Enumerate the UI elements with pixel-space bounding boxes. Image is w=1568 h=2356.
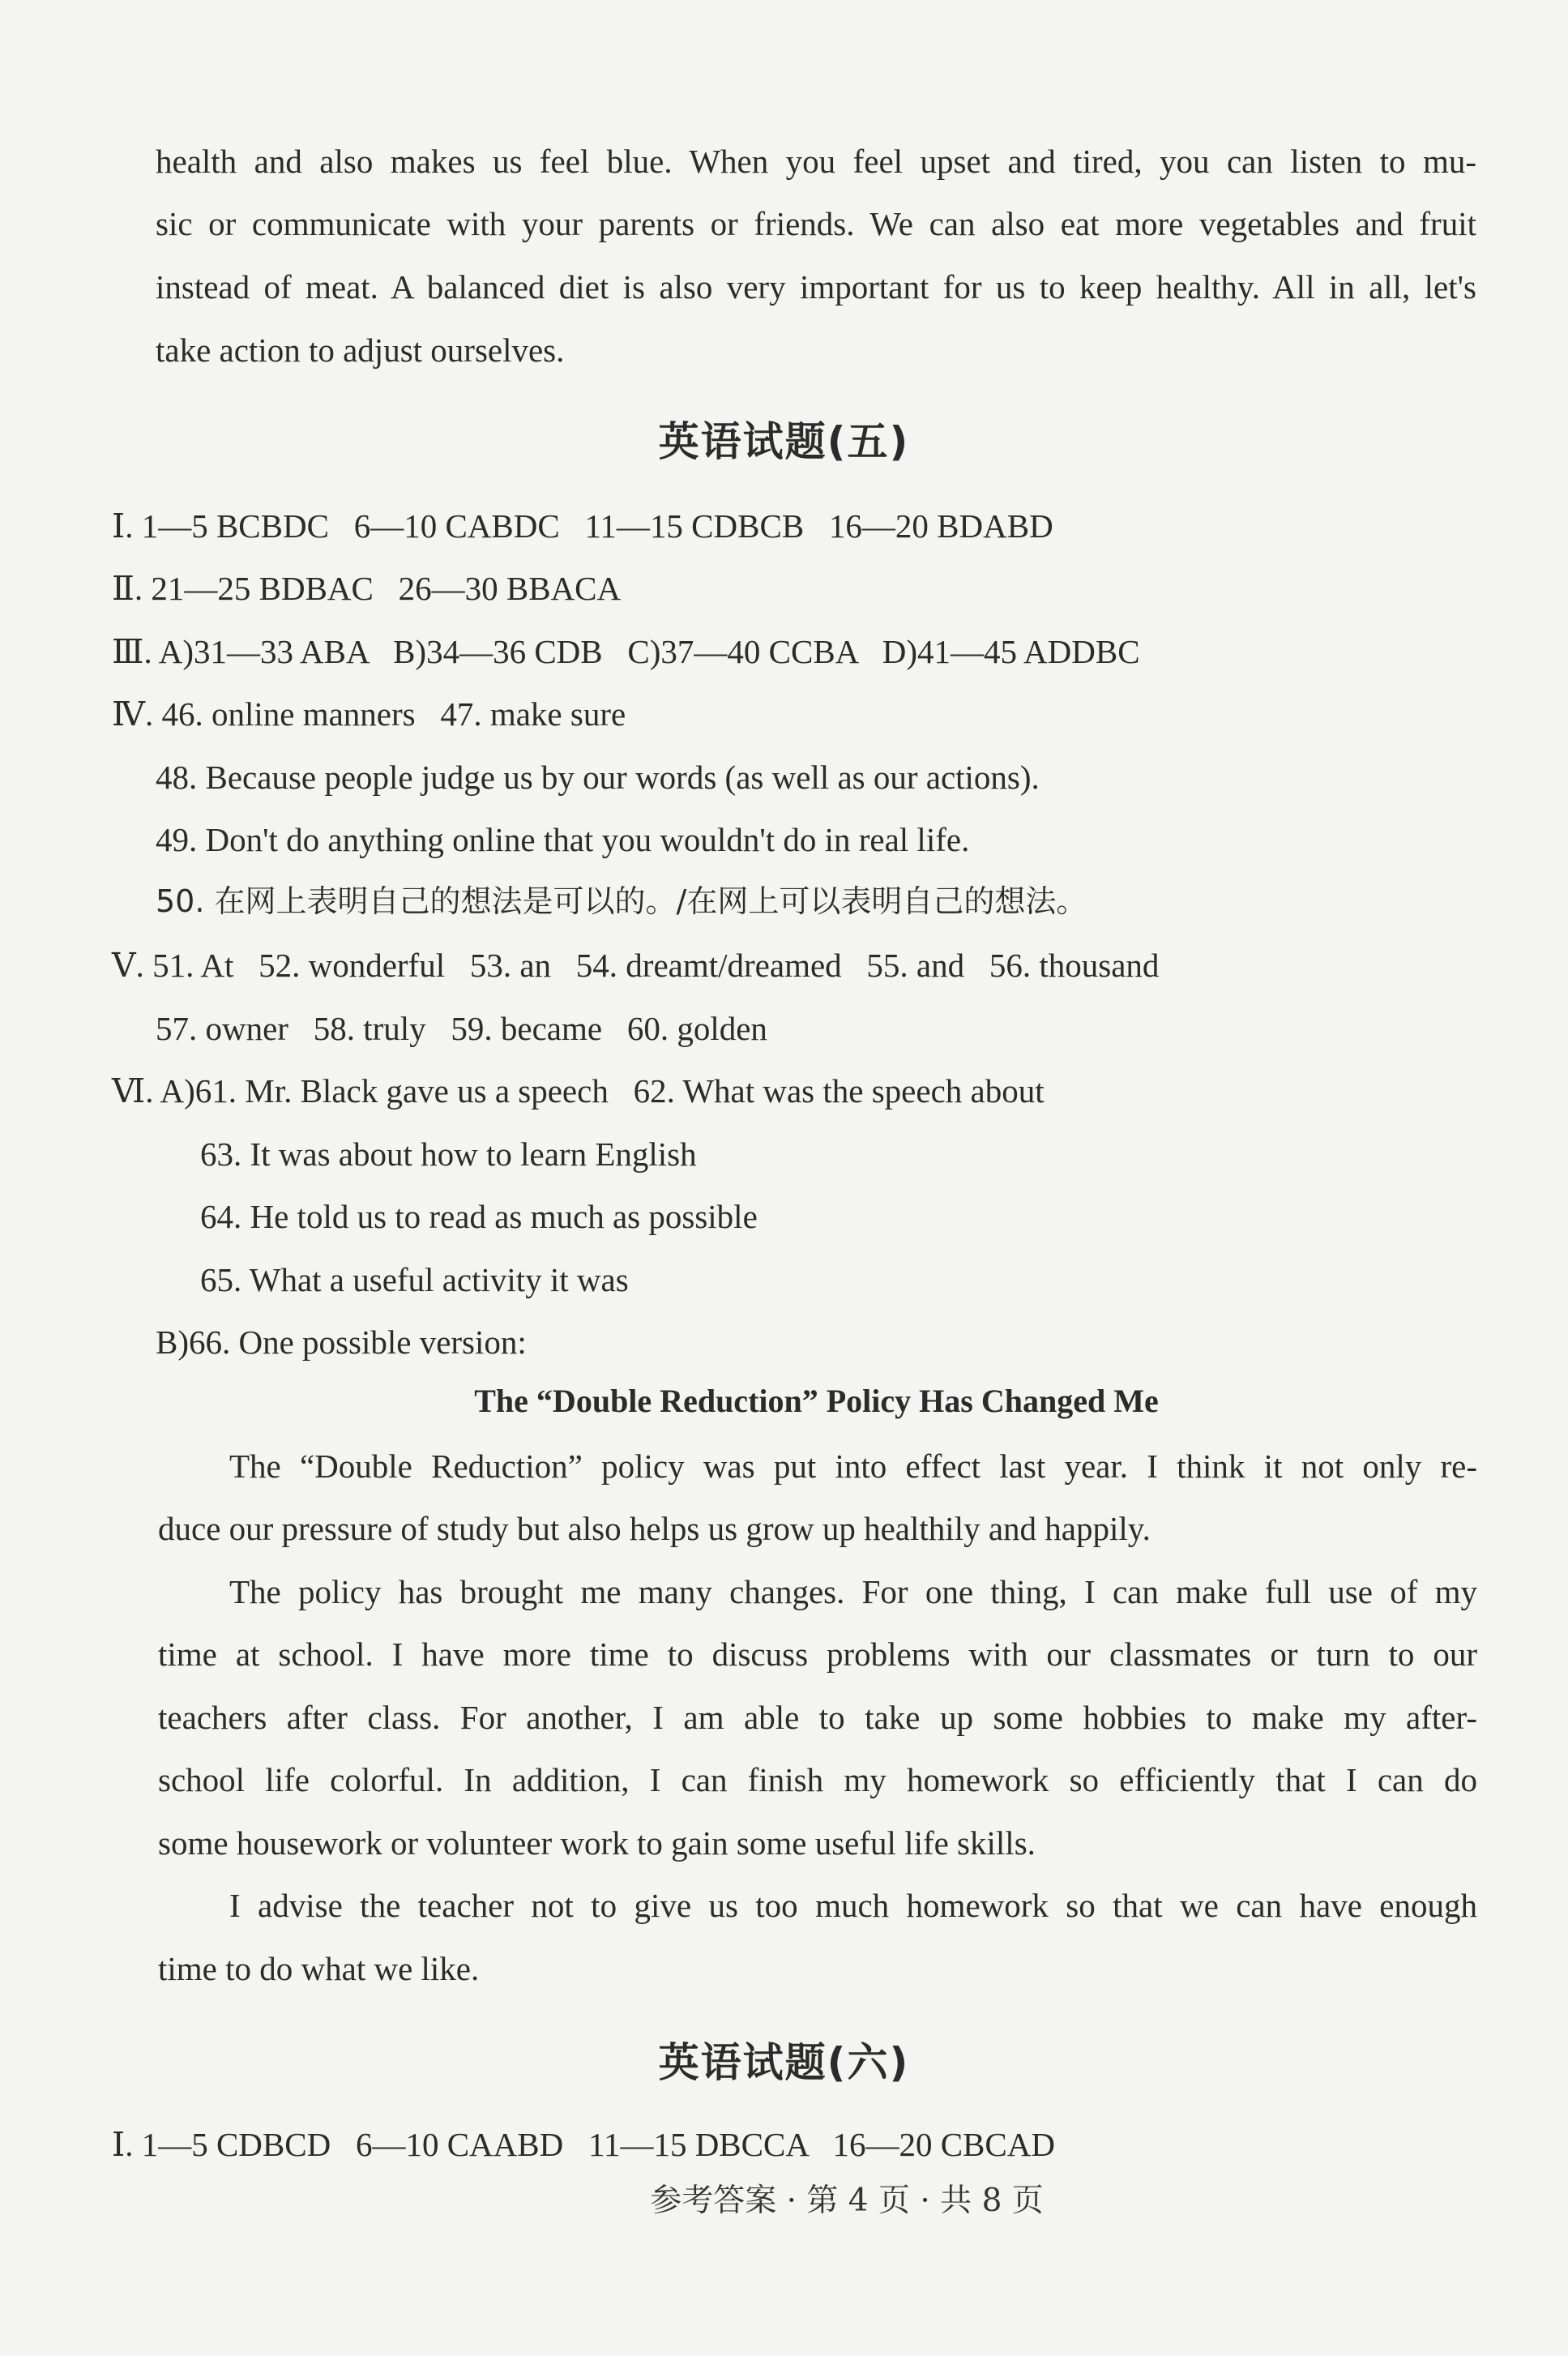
essay-line: The policy has brought me many changes. For one thing, I can make full use of my xyxy=(229,1573,1477,1610)
test5-section-4 xyxy=(112,695,626,734)
test5-section-1 xyxy=(112,507,1053,546)
answer-65: 65. What a useful activity it was xyxy=(200,1261,629,1298)
intro-line: sic or communicate with your parents or friends. We can also eat more vegetables and fruit xyxy=(156,205,1476,242)
test5-section-6 xyxy=(112,1071,1045,1111)
test5-section-3 xyxy=(112,632,1140,672)
test5-section-6-text: Ⅵ. A)61. Mr. Black gave us a speech 62. What was the speech about xyxy=(112,1072,1045,1110)
test6-section-1-text: Ⅰ. 1—5 CDBCD 6—10 CAABD 11—15 DBCCA 16—20 CBCAD xyxy=(112,2126,1055,2163)
answer-64: 64. He told us to read as much as possible xyxy=(200,1198,758,1235)
test5-section-5 xyxy=(112,946,1159,986)
answer-66-label: B)66. One possible version: xyxy=(156,1323,527,1361)
essay-line: The “Double Reduction” policy was put into effect last year. I think it not only re- xyxy=(229,1447,1477,1485)
essay-line: time to do what we like. xyxy=(158,1950,480,1987)
intro-line: health and also makes us feel blue. When you feel upset and tired, you can listen to mu- xyxy=(156,143,1476,180)
test5-section-1-text: Ⅰ. 1—5 BCBDC 6—10 CABDC 11—15 CDBCB 16—20 BDABD xyxy=(112,507,1053,545)
test5-section-5-line2 xyxy=(156,1009,767,1049)
test6-title: 英语试题(六) xyxy=(658,2039,910,2086)
page-footer: 参考答案 · 第 4 页 · 共 8 页 xyxy=(650,2183,1044,2219)
test5-section-5-line2-text: 57. owner 58. truly 59. became 60. golden xyxy=(156,1010,767,1047)
test5-title: 英语试题(五) xyxy=(658,418,910,465)
test5-section-4-text: Ⅳ. 46. online manners 47. make sure xyxy=(112,695,626,733)
essay-line: time at school. I have more time to discuss problems with our classmates or turn to our xyxy=(158,1636,1477,1673)
essay-line: duce our pressure of study but also helps us grow up healthily and happily. xyxy=(158,1510,1151,1547)
essay-line: I advise the teacher not to give us too much homework so that we can have enough xyxy=(229,1887,1477,1924)
test6-section-1 xyxy=(112,2125,1055,2165)
essay-line: some housework or volunteer work to gain some useful life skills. xyxy=(158,1824,1036,1862)
test5-section-2 xyxy=(112,569,621,609)
test5-section-2-text: Ⅱ. 21—25 BDBAC 26—30 BBACA xyxy=(112,570,622,607)
answer-48: 48. Because people judge us by our words (as well as our actions). xyxy=(156,759,1040,796)
intro-line: take action to adjust ourselves. xyxy=(156,331,565,369)
test5-section-5-text: Ⅴ. 51. At 52. wonderful 53. an 54. dreamt/dreamed 55. and 56. thousand xyxy=(112,947,1160,984)
answer-50: 50. 在网上表明自己的想法是可以的。/在网上可以表明自己的想法。 xyxy=(156,883,1087,919)
essay-title: The “Double Reduction” Policy Has Changed Me xyxy=(474,1383,1159,1419)
answer-49: 49. Don't do anything online that you wouldn't do in real life. xyxy=(156,821,970,858)
essay-line: teachers after class. For another, I am able to take up some hobbies to make my after- xyxy=(158,1699,1477,1736)
test5-section-3-text: Ⅲ. A)31—33 ABA B)34—36 CDB C)37—40 CCBA D)41—45 ADDBC xyxy=(112,633,1140,670)
answer-63: 63. It was about how to learn English xyxy=(200,1135,697,1173)
intro-line: instead of meat. A balanced diet is also very important for us to keep healthy. All in all, let's xyxy=(156,268,1476,306)
essay-line: school life colorful. In addition, I can finish my homework so efficiently that I can do xyxy=(158,1761,1477,1798)
